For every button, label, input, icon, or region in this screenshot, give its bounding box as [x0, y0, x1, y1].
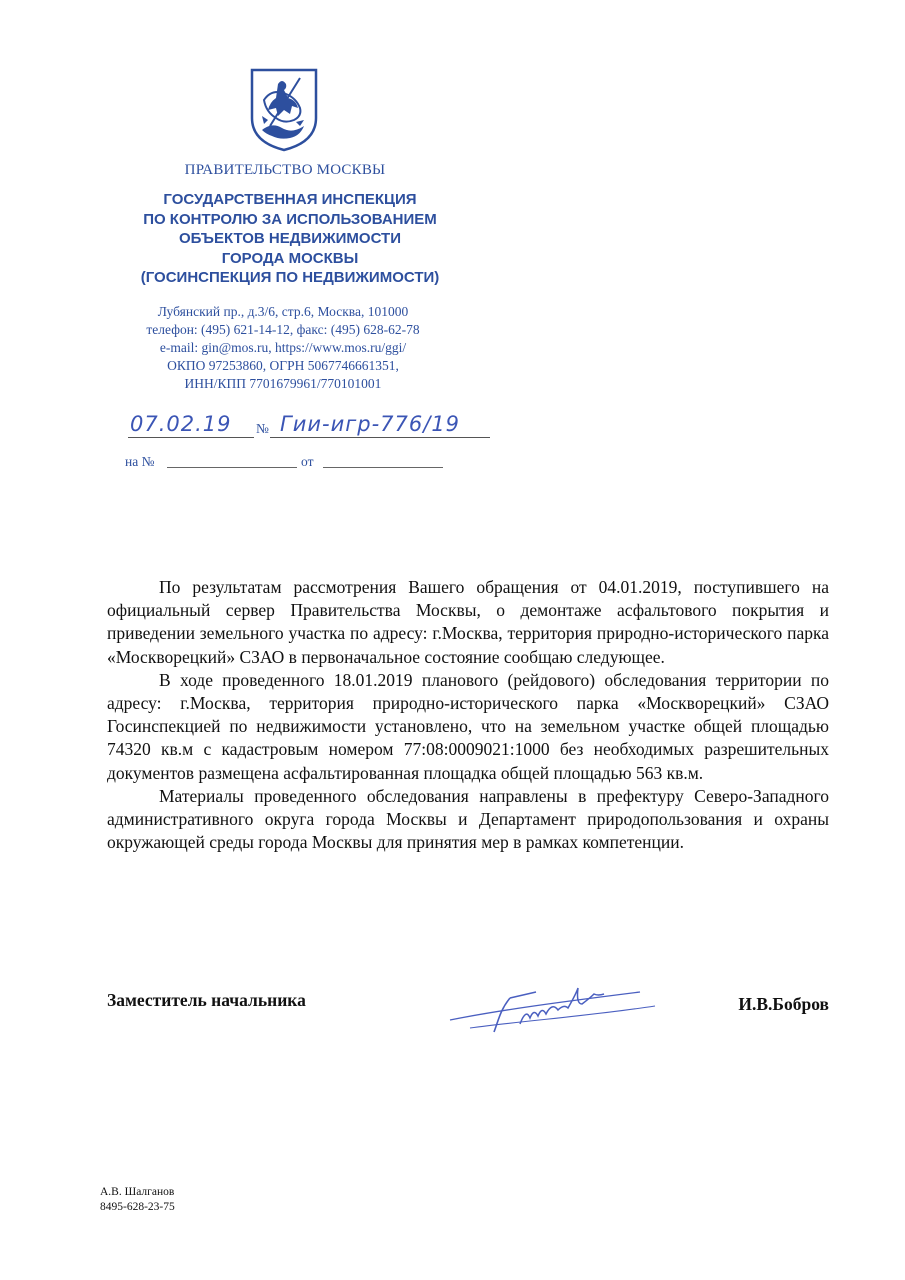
- ref-date-underline: [323, 467, 443, 468]
- phone-line: телефон: (495) 621-14-12, факс: (495) 628-62-78: [146, 322, 420, 337]
- registration-date: 07.02.19: [130, 412, 232, 436]
- ref-number-underline: [167, 467, 297, 468]
- registration-line: [120, 410, 500, 440]
- executor-name: А.В. Шалганов: [100, 1186, 175, 1198]
- government-name: ПРАВИТЕЛЬСТВО МОСКВЫ: [184, 162, 386, 178]
- signatory-position: Заместитель начальника: [107, 990, 306, 1010]
- agency-line: (ГОСИНСПЕКЦИЯ ПО НЕДВИЖИМОСТИ): [140, 269, 440, 286]
- agency-line: ОБЪЕКТОВ НЕДВИЖИМОСТИ: [179, 230, 401, 247]
- agency-line: ПО КОНТРОЛЮ ЗА ИСПОЛЬЗОВАНИЕМ: [143, 210, 437, 228]
- body-paragraph: В ходе проведенного 18.01.2019 планового (рейдового) обследования территории по адресу: г.Москва, территория природно-исторического парка «Москворецкий» СЗАО Госинспекцией по недвижимости установлено, что на земельном участке общей площадью 74320 кв.м с кадастровым номером 77:08:0009021:1000 без необходимых разрешительных документов размещена асфальтированная площадка общей площадью 563 кв.м.: [107, 669, 829, 783]
- agency-name: [90, 190, 490, 288]
- agency-line: ГОСУДАРСТВЕННАЯ ИНСПЕКЦИЯ: [163, 191, 417, 208]
- reference-line: [125, 450, 465, 472]
- registry-codes-line: ОКПО 97253860, ОГРН 5067746661351,: [167, 358, 399, 373]
- signatory-name: И.В.Бобров: [738, 994, 829, 1014]
- number-label: №: [256, 421, 269, 436]
- executor-phone: 8495-628-23-75: [100, 1201, 175, 1213]
- email-line: e-mail: gin@mos.ru, https://www.mos.ru/ggi/: [159, 340, 407, 355]
- moscow-coat-of-arms-icon: [248, 66, 320, 152]
- date-underline: [128, 437, 254, 438]
- executor-info: [100, 1185, 175, 1215]
- handwritten-signature: [440, 980, 665, 1040]
- agency-contacts: [100, 303, 466, 393]
- ref-date-label: от: [301, 454, 314, 469]
- agency-line: ГОРОДА МОСКВЫ: [221, 249, 359, 267]
- address-line: Лубянский пр., д.3/6, стр.6, Москва, 101000: [157, 304, 409, 319]
- registration-number: Гии-игр-776/19: [280, 412, 461, 436]
- number-underline: [270, 437, 490, 438]
- letter-body: [107, 576, 829, 854]
- body-paragraph: По результатам рассмотрения Вашего обращения от 04.01.2019, поступившего на официальный сервер Правительства Москвы, о демонтаже асфальтового покрытия и приведении земельного участка по адресу: г.Москва, территория природно-исторического парка «Москворецкий» СЗАО в первоначальное состояние сообщаю следующее.: [107, 577, 829, 667]
- tax-ids-line: ИНН/КПП 7701679961/770101001: [184, 376, 382, 391]
- ref-number-label: на №: [125, 454, 155, 469]
- body-paragraph: Материалы проведенного обследования направлены в префектуру Северо-Западного административного округа города Москвы и Департамент природопользования и охраны окружающей среды города Москвы для принятия мер в рамках компетенции.: [107, 785, 829, 853]
